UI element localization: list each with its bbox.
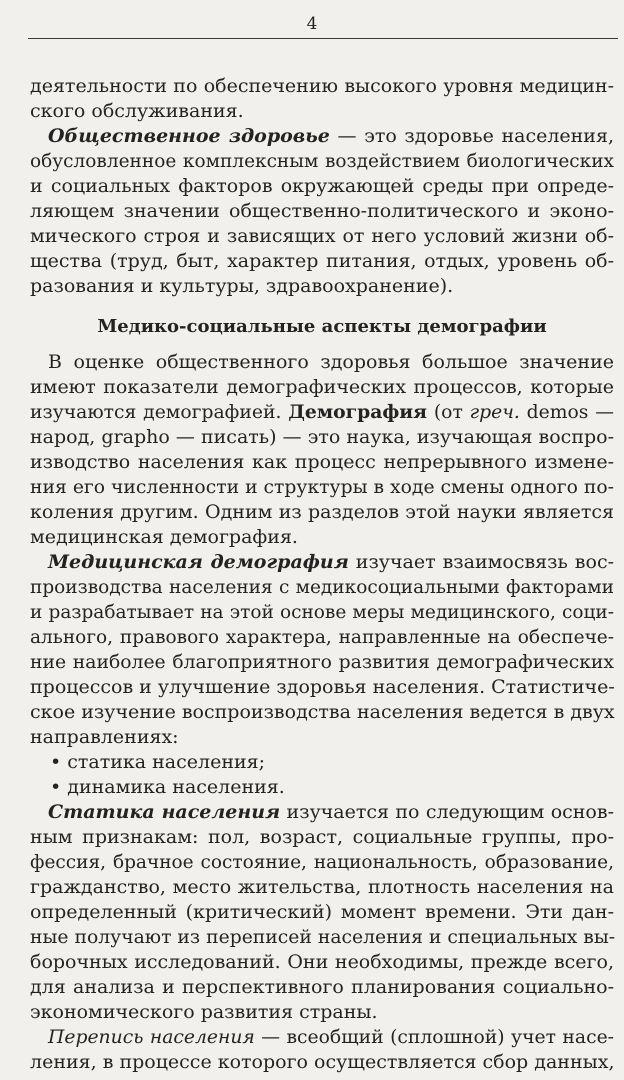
text-line (30, 550, 614, 575)
text-line: ным признакам: пол, возраст, социальные группы, про- (30, 826, 614, 848)
text-line: ляющем значении общественно-политического и эконо- (30, 200, 614, 222)
text-line: разования и культуры, здравоохранение). (30, 275, 454, 297)
text-line: медицинская демография. (30, 526, 298, 548)
text-line: направлениях: (30, 726, 179, 748)
text-line (30, 1025, 614, 1050)
text-line: имеют показатели демографических процессов, которые (30, 376, 614, 398)
text-line: ные получают из переписей населения и специальных вы- (30, 927, 616, 948)
text-line: определенный (критический) момент времени. Эти дан- (30, 901, 614, 923)
text-line: народ, grapho — писать) — это наука, изучающая воспро- (30, 426, 614, 448)
text-line: деятельности по обеспечению высокого уровня медицин- (30, 75, 614, 97)
text-line: борочных исследований. Они необходимы, прежде всего, (30, 951, 614, 973)
header-rule (28, 38, 618, 39)
page-number: 4 (306, 14, 318, 34)
section-heading: Медико-социальные аспекты демографии (97, 316, 547, 337)
text-line: гражданство, место жительства, плотность населения на (30, 876, 614, 898)
text-line: фессия, брачное состояние, национальность, образование, (30, 852, 614, 873)
defined-term: Общественное здоровье (48, 125, 330, 147)
defined-term: Статика населения (48, 801, 281, 823)
text-span: изучается по следующим основ- (280, 801, 614, 823)
bullet-item: • статика населения; (50, 751, 266, 773)
text-line: ния его численности и структуры в ходе смены одного по- (30, 477, 614, 498)
text-line: коления другим. Одним из разделов этой науки является (30, 501, 614, 523)
text-line: производства населения с медикосоциальными факторами (30, 577, 614, 598)
text-line (30, 800, 614, 825)
text-line: для анализа и перспективного планирования социально- (30, 976, 614, 998)
text-line: ального, правового характера, направленные на обеспече- (30, 627, 614, 648)
text-line: и разрабатывает на этой основе меры медицинского, соци- (30, 602, 614, 623)
text-line: ское изучение воспроизводства населения ведется в двух (30, 701, 615, 723)
text-line: и социальных факторов окружающей среды при опреде- (30, 175, 614, 197)
bullet-item: • динамика населения. (50, 776, 285, 798)
text-line: процессов и улучшение здоровья населения. Статистиче- (30, 676, 615, 698)
text-line: В оценке общественного здоровья большое значение (48, 351, 614, 373)
text-span: (от (427, 402, 470, 423)
text-span: изучает взаимосвязь вос- (348, 551, 615, 573)
text-line (30, 124, 614, 149)
text-span: — всеобщий (сплошной) учет насе- (254, 1027, 614, 1048)
text-line: щества (труд, быт, характер питания, отдых, уровень об- (30, 250, 614, 272)
text-line: ления, в процессе которого осуществляется сбор данных, (30, 1051, 615, 1073)
text-line: мического строя и зависящих от него условий жизни об- (30, 225, 614, 247)
text-line: ского обслуживания. (30, 100, 244, 122)
text-line: экономического развития страны. (30, 1001, 378, 1023)
abbreviation: греч. (469, 402, 520, 423)
text-line (30, 400, 614, 425)
text-line: ние наиболее благоприятного развития демографических (30, 652, 614, 673)
text-span: изучаются демографией. (30, 402, 289, 423)
defined-term: Демография (288, 401, 428, 423)
text-span: demos — (519, 402, 614, 423)
text-line: обусловленное комплексным воздействием биологических (30, 151, 614, 172)
defined-term: Перепись населения (48, 1027, 255, 1048)
defined-term: Медицинская демография (48, 551, 349, 573)
text-span: — это здоровье населения, (329, 125, 614, 147)
text-line: изводство населения как процесс непрерывного измене- (30, 451, 614, 473)
